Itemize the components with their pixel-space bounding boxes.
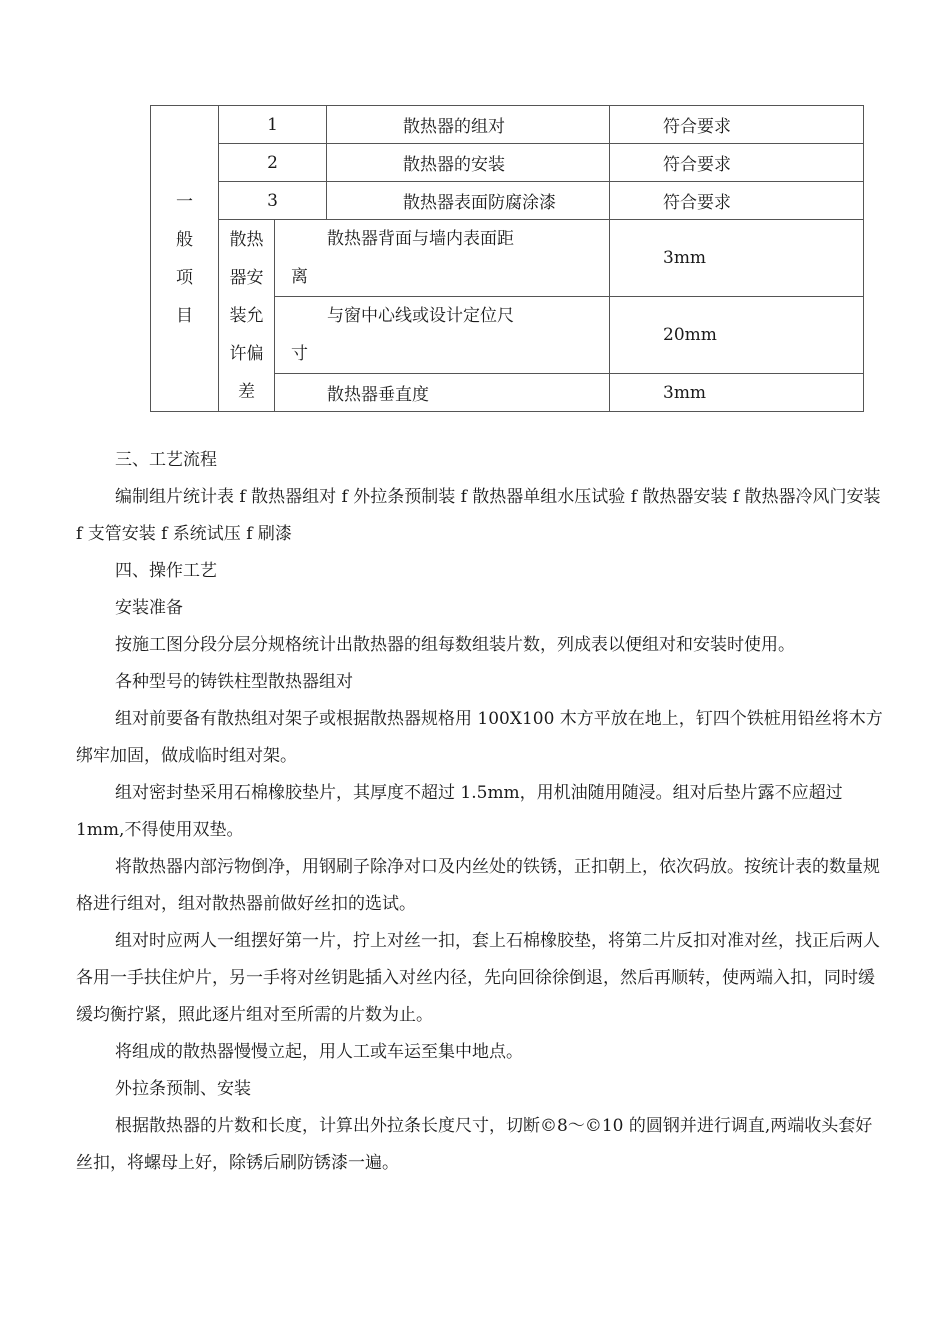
paragraph: 组对时应两人一组摆好第一片，拧上对丝一扣，套上石棉橡胶垫，将第二片反扣对准对丝，找正后两人各用一手扶住炉片，另一手将对丝钥匙插入对丝内径，先向回徐徐倒退，然后再顺转，使两端入扣，同时缓缓均衡拧紧，照此逐片组对至所需的片数为止。: [76, 931, 880, 1025]
deviation-item-line1: 散热器背面与墙内表面距: [327, 229, 514, 249]
section-heading: 三、工艺流程: [115, 450, 217, 470]
general-items-label: [151, 106, 219, 412]
row-result: 符合要求: [610, 144, 864, 182]
deviation-value: 3mm: [610, 220, 864, 297]
paragraph: 根据散热器的片数和长度，计算出外拉条长度尺寸，切断©8〜©10 的圆钢并进行调直,两端收头套好丝扣，将螺母上好，除锈后刷防锈漆一遍。: [76, 1116, 873, 1173]
document-body: [76, 442, 884, 1182]
row-item: 散热器表面防腐涂漆: [327, 182, 610, 220]
row-result: 符合要求: [610, 106, 864, 144]
deviation-label-text: 散热器安装允许偏差: [229, 229, 264, 402]
deviation-item-line1: 与窗中心线或设计定位尺: [327, 306, 514, 326]
row-item: 散热器的安装: [327, 144, 610, 182]
deviation-label: [219, 220, 275, 412]
paragraph: 将组成的散热器慢慢立起，用人工或车运至集中地点。: [115, 1042, 523, 1062]
paragraph: 编制组片统计表 f 散热器组对 f 外拉条预制装 f 散热器单组水压试验 f 散热器安装 f 散热器冷风门安装 f 支管安装 f 系统试压 f 刷漆: [76, 487, 881, 544]
table-row: [151, 144, 864, 182]
subheading: 各种型号的铸铁柱型散热器组对: [115, 672, 353, 692]
row-number: 1: [219, 106, 327, 144]
deviation-value: 3mm: [610, 374, 864, 412]
table-row: [151, 220, 864, 297]
section-heading: 四、操作工艺: [115, 561, 217, 581]
quality-inspection-table: [150, 105, 864, 412]
row-number: 3: [219, 182, 327, 220]
deviation-item: [275, 220, 610, 297]
paragraph: 按施工图分段分层分规格统计出散热器的组每数组装片数，列成表以便组对和安装时使用。: [115, 635, 795, 655]
table-row: [151, 182, 864, 220]
paragraph: 组对前要备有散热组对架子或根据散热器规格用 100X100 木方平放在地上，钉四个铁桩用铅丝将木方绑牢加固，做成临时组对架。: [76, 709, 883, 766]
subheading: 外拉条预制、安装: [115, 1079, 251, 1099]
table-row: [151, 106, 864, 144]
row-item: 散热器的组对: [327, 106, 610, 144]
subheading: 安装准备: [115, 598, 183, 618]
row-number: 2: [219, 144, 327, 182]
deviation-item: [275, 297, 610, 374]
deviation-item-line2: 离: [291, 267, 308, 287]
general-items-text: 一般项目: [176, 191, 193, 326]
deviation-item: 散热器垂直度: [275, 374, 610, 412]
row-result: 符合要求: [610, 182, 864, 220]
paragraph: 组对密封垫采用石棉橡胶垫片，其厚度不超过 1.5mm，用机油随用随浸。组对后垫片露不应超过 1mm,不得使用双垫。: [76, 783, 843, 840]
deviation-item-line2: 寸: [291, 344, 308, 364]
deviation-value: 20mm: [610, 297, 864, 374]
paragraph: 将散热器内部污物倒净，用钢刷子除净对口及内丝处的铁锈，正扣朝上，依次码放。按统计表的数量规格进行组对，组对散热器前做好丝扣的选试。: [76, 857, 880, 914]
